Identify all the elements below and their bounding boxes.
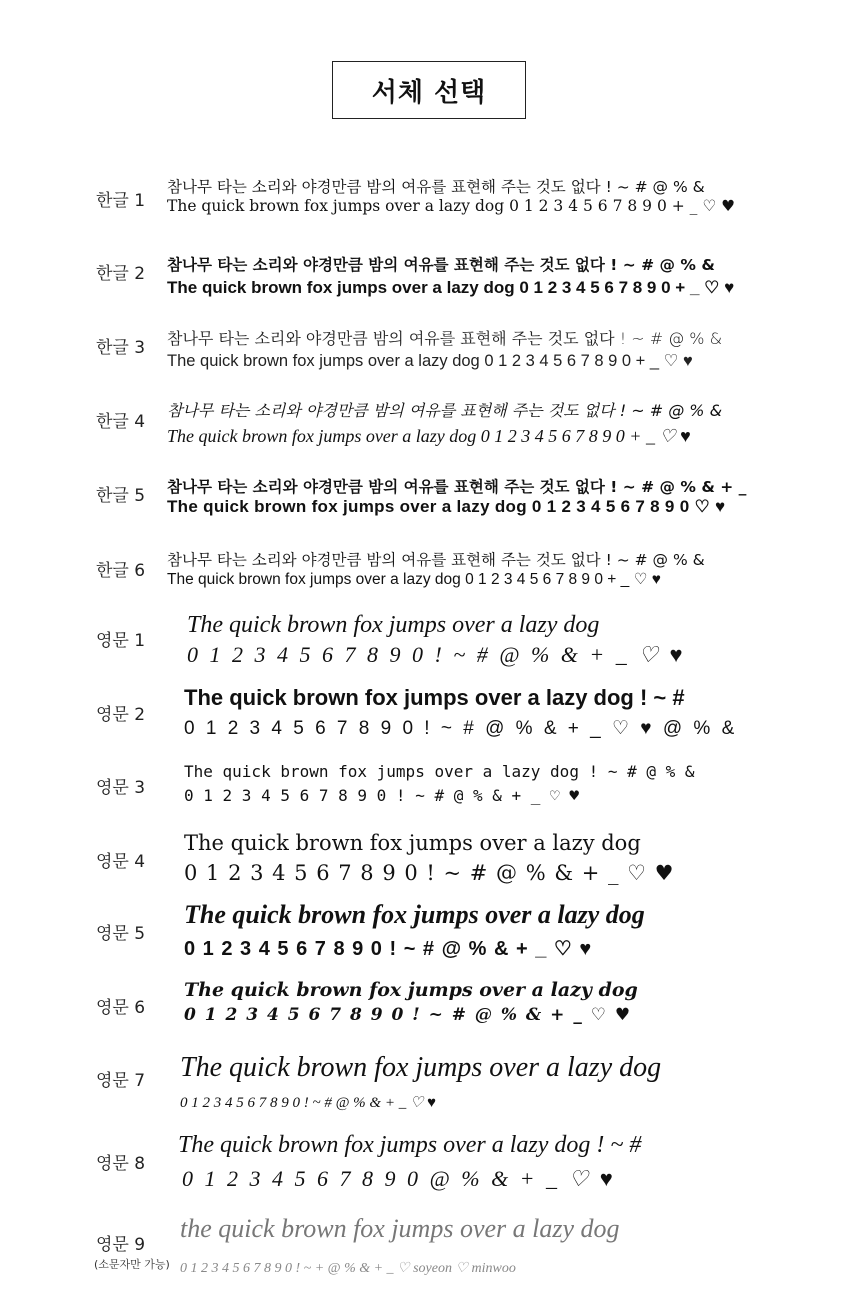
english-sample: The quick brown fox jumps over a lazy dog ! ~ # @ % & xyxy=(184,762,695,781)
english-sample: The quick brown fox jumps over a lazy dog ! ~ # xyxy=(184,685,685,710)
english-sample: The quick brown fox jumps over a lazy dog 0 1 2 3 4 5 6 7 8 9 0 + _ ♡ ♥ xyxy=(167,426,691,446)
font-label: 한글 3 xyxy=(96,338,146,358)
font-label: 영문 3 xyxy=(96,778,146,798)
font-label: 영문 9 xyxy=(96,1235,146,1255)
english-sample: The quick brown fox jumps over a lazy dog xyxy=(180,1052,662,1083)
english-sample: The quick brown fox jumps over a lazy dog 0 1 2 3 4 5 6 7 8 9 0 + _ ♡ ♥ xyxy=(167,197,736,215)
lowercase-only-note: (소문자만 가능) xyxy=(94,1258,170,1271)
font-label: 한글 4 xyxy=(96,412,146,432)
font-label: 한글 5 xyxy=(96,486,146,506)
font-label: 한글 2 xyxy=(96,264,146,284)
english-sample: The quick brown fox jumps over a lazy dog xyxy=(184,979,638,1001)
numbers-sample: 0 1 2 3 4 5 6 7 8 9 0 ! ~ # @ % & + _ ♡ ♥ xyxy=(187,642,686,667)
english-sample: The quick brown fox jumps over a lazy dog xyxy=(184,831,641,855)
numbers-sample: 0 1 2 3 4 5 6 7 8 9 0 ! ~ # @ % & + _ ♡ ♥ xyxy=(184,1005,632,1025)
english-sample: The quick brown fox jumps over a lazy dog 0 1 2 3 4 5 6 7 8 9 0 + _ ♡ ♥ xyxy=(167,571,661,588)
english-sample: The quick brown fox jumps over a lazy dog 0 1 2 3 4 5 6 7 8 9 0 + _ ♡ ♥ xyxy=(167,278,735,297)
english-sample: The quick brown fox jumps over a lazy dog ! ~ # xyxy=(178,1132,642,1158)
numbers-sample: 0 1 2 3 4 5 6 7 8 9 0 @ % & + _ ♡ ♥ xyxy=(182,1166,616,1191)
font-label: 영문 5 xyxy=(96,924,146,944)
font-label: 영문 1 xyxy=(96,631,146,651)
korean-sample: 참나무 타는 소리와 야경만큼 밤의 여유를 표현해 주는 것도 없다 ! ~ # @ % & xyxy=(167,178,705,196)
numbers-sample: 0 1 2 3 4 5 6 7 8 9 0 ! ~ # @ % & + _ ♡ ♥ xyxy=(180,1095,437,1111)
numbers-sample: 0 1 2 3 4 5 6 7 8 9 0 ! ~ # @ % & + _ ♡ ♥ xyxy=(184,786,579,805)
font-label: 영문 8 xyxy=(96,1154,146,1174)
numbers-sample: 0 1 2 3 4 5 6 7 8 9 0 ! ~ # @ % & + _ ♡ ♥ xyxy=(184,861,675,885)
font-label: 영문 4 xyxy=(96,852,146,872)
numbers-sample: 0 1 2 3 4 5 6 7 8 9 0 ! ~ # @ % & + _ ♡ ♥ @ % & xyxy=(184,718,738,739)
numbers-sample: 0 1 2 3 4 5 6 7 8 9 0 ! ~ + @ % & + _ ♡ soyeon ♡ minwoo xyxy=(180,1261,516,1276)
numbers-sample: 0 1 2 3 4 5 6 7 8 9 0 ! ~ # @ % & + _ ♡ ♥ xyxy=(184,938,593,960)
korean-sample: 참나무 타는 소리와 야경만큼 밤의 여유를 표현해 주는 것도 없다 ! ~ # @ % & xyxy=(167,551,705,569)
korean-sample: 참나무 타는 소리와 야경만큼 밤의 여유를 표현해 주는 것도 없다 ! ~ # @ % & xyxy=(167,401,723,420)
korean-sample: 참나무 타는 소리와 야경만큼 밤의 여유를 표현해 주는 것도 없다 ! ~ # @ % & xyxy=(167,329,723,348)
font-label: 한글 6 xyxy=(96,561,146,581)
english-sample: The quick brown fox jumps over a lazy dog 0 1 2 3 4 5 6 7 8 9 0 + _ ♡ ♥ xyxy=(167,352,693,370)
page-title: 서체 선택 xyxy=(332,61,526,119)
font-label: 영문 6 xyxy=(96,998,146,1018)
font-label: 영문 2 xyxy=(96,705,146,725)
english-sample: The quick brown fox jumps over a lazy dog 0 1 2 3 4 5 6 7 8 9 0 ♡ ♥ xyxy=(167,497,726,516)
korean-sample: 참나무 타는 소리와 야경만큼 밤의 여유를 표현해 주는 것도 없다 ! ~ # @ % & + _ xyxy=(167,478,747,496)
korean-sample: 참나무 타는 소리와 야경만큼 밤의 여유를 표현해 주는 것도 없다 ! ~ # @ % & xyxy=(167,256,715,274)
english-sample: the quick brown fox jumps over a lazy dog xyxy=(180,1214,620,1243)
font-label: 영문 7 xyxy=(96,1071,146,1091)
english-sample: The quick brown fox jumps over a lazy dog xyxy=(187,612,600,638)
english-sample: The quick brown fox jumps over a lazy dog xyxy=(184,900,645,929)
font-label: 한글 1 xyxy=(96,191,146,211)
